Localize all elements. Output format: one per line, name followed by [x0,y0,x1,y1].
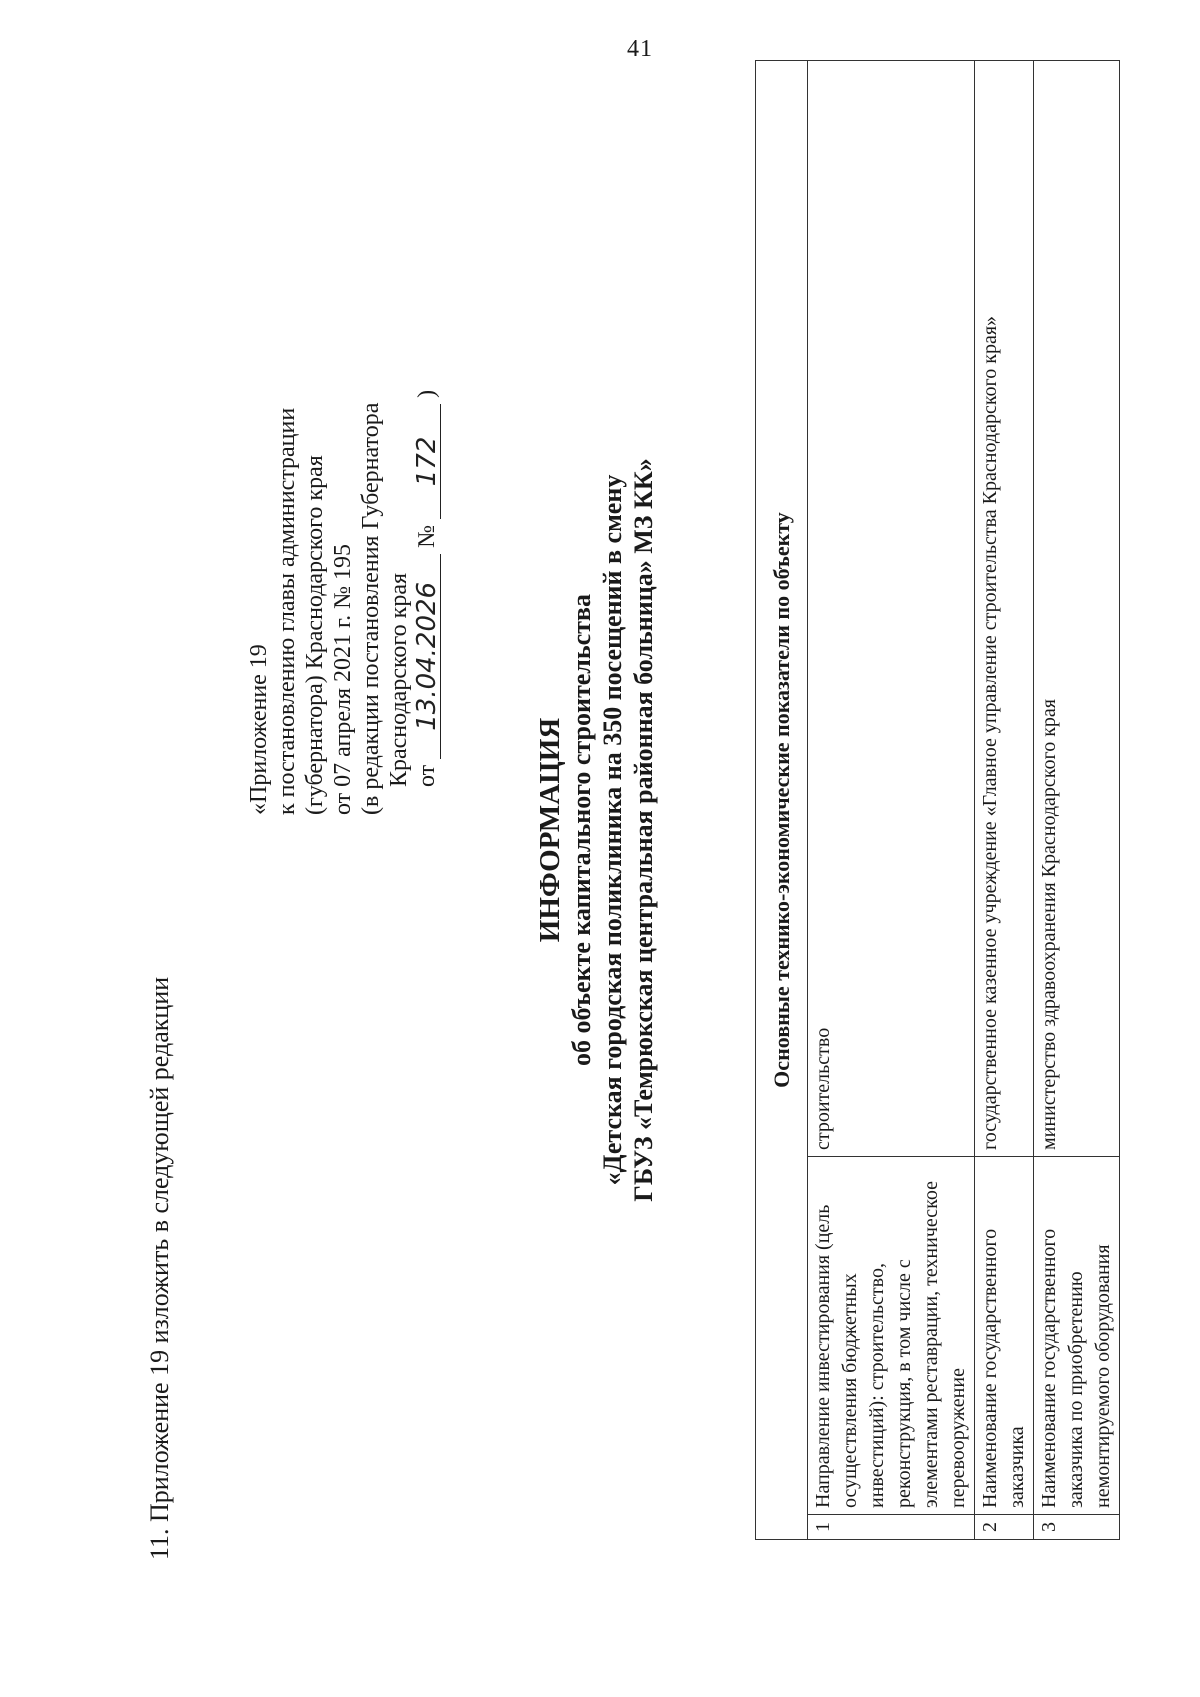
table-header-row [756,61,808,1540]
row-label: Наименование государственного заказчика [975,1157,1034,1515]
document-title: ИНФОРМАЦИЯ [534,717,566,943]
handwritten-date: 13.04.2026 [414,554,441,759]
heading-line-4: ГБУЗ «Темрюкская центральная районная больница» МЗ КК» [629,458,658,1202]
row-number: 3 [1034,1515,1120,1540]
amendment-instruction: 11. Приложение 19 изложить в следующей редакции [145,976,174,1560]
row-label: Направление инвестирования (цель осуществления бюджетных инвестиций): строительство, реконструкция, в том числе с элементами реставрации, техническое перевооружение [808,1157,975,1515]
appendix-line-4: от 07 апреля 2021 г. № 195 [330,543,356,815]
heading-line-2: об объекте капитального строительства [567,594,596,1066]
appendix-line-2: к постановлению главы администрации [274,407,300,815]
document-heading [535,70,659,1590]
number-prefix: № [414,524,440,548]
appendix-line-3: (губернатора) Краснодарского края [302,455,328,815]
closing-paren: ) [414,389,440,398]
row-value: строительство [808,61,975,1157]
table-header: Основные технико-экономические показатели по объекту [756,61,808,1540]
row-number: 2 [975,1515,1034,1540]
table-row [1034,61,1120,1540]
appendix-line-6: Краснодарского края [386,572,412,787]
appendix-date-number-line [413,95,441,815]
heading-line-3: «Детская городская поликлиника на 350 посещений в смену [598,474,627,1186]
appendix-line-5: (в редакции постановления Губернатора [358,402,384,815]
row-label: Наименование государственного заказчика по приобретению немонтируемого оборудования [1034,1157,1120,1515]
table-row [975,61,1034,1540]
landscape-content [95,70,1114,1590]
table-row [808,61,975,1540]
appendix-line-1: «Приложение 19 [246,644,272,815]
appendix-note [245,95,441,815]
row-value: министерство здравоохранения Краснодарского края [1034,61,1120,1157]
row-number: 1 [808,1515,975,1540]
handwritten-number: 172 [414,404,441,519]
row-value: государственное казенное учреждение «Главное управление строительства Краснодарского края» [975,61,1034,1157]
page-number: 41 [627,36,653,62]
indicators-table [755,60,1120,1540]
from-prefix: от [414,764,440,787]
